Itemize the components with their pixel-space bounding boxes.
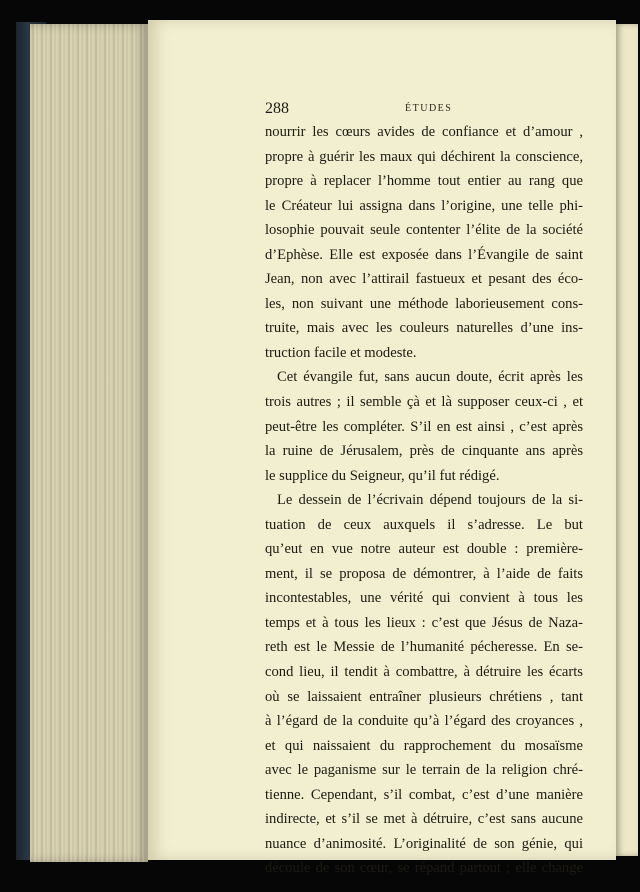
text-line: tuation de ceux auxquels il s’adresse. Le but	[265, 516, 583, 533]
text-line: à l’égard de la conduite qu’à l’égard des croyances ,	[265, 713, 583, 730]
text-line: Jean, non avec l’attirail fastueux et pesant des éco-	[265, 271, 583, 288]
text-line: reth est le Messie de l’humanité pécheresse. En se-	[265, 639, 583, 656]
text-line: Cet évangile fut, sans aucun doute, écrit après les	[277, 369, 583, 386]
text-line: nuance d’animosité. L’originalité de son génie, qui	[265, 835, 583, 852]
text-line: découle de son cœur, se répand partout ; elle change	[265, 860, 583, 877]
page-stack-edges	[30, 24, 148, 862]
text-line: propre à replacer l’homme tout entier au rang que	[265, 173, 583, 190]
text-line: losophie pouvait seule contenter l’élite de la société	[265, 222, 583, 239]
text-line: le Créateur lui assigna dans l’origine, une telle phi-	[265, 197, 583, 214]
text-line: d’Ephèse. Elle est exposée dans l’Évangile de saint	[265, 246, 583, 263]
text-line: incontestables, une vérité qui convient à tous les	[265, 590, 583, 607]
text-line: ment, il se proposa de démontrer, à l’aide de faits	[265, 565, 583, 582]
text-line: truite, mais avec les couleurs naturelles d’une ins-	[265, 320, 583, 337]
text-line: le supplice du Seigneur, qu’il fut rédigé.	[265, 467, 500, 484]
page-number: 288	[265, 100, 289, 117]
text-line: tienne. Cependant, s’il combat, c’est d’une manière	[265, 786, 583, 803]
text-line: cond lieu, il tendit à combattre, à détruire les écarts	[265, 664, 583, 681]
text-line: où se laissaient entraîner plusieurs chrétiens , tant	[265, 688, 583, 705]
text-line: avec le paganisme sur le terrain de la religion chré-	[265, 762, 583, 779]
text-line: propre à guérir les maux qui déchirent la conscience,	[265, 148, 583, 165]
text-line: qu’eut en vue notre auteur est double : première-	[265, 541, 583, 558]
text-line: truction facile et modeste.	[265, 344, 417, 361]
page-header	[265, 100, 583, 120]
running-head: ÉTUDES	[405, 103, 453, 114]
text-line: et qui naissaient du rapprochement du mosaïsme	[265, 737, 583, 754]
body-text	[265, 120, 583, 881]
facing-page-edge	[616, 24, 638, 856]
text-line: la ruine de Jérusalem, près de cinquante ans après	[265, 443, 583, 460]
text-line: peut-être les compléter. S’il en est ainsi , c’est après	[265, 418, 583, 435]
text-line: trois autres ; il semble çà et là supposer ceux-ci , et	[265, 394, 583, 411]
text-line: Le dessein de l’écrivain dépend toujours de la si-	[277, 492, 583, 509]
text-line: indirecte, et s’il se met à détruire, c’est sans aucune	[265, 811, 583, 828]
text-line: temps et à tous les lieux : c’est que Jésus de Naza-	[265, 614, 583, 631]
text-line: nourrir les cœurs avides de confiance et d’amour ,	[265, 124, 583, 140]
text-line: les, non suivant une méthode laborieusement cons-	[265, 295, 583, 312]
